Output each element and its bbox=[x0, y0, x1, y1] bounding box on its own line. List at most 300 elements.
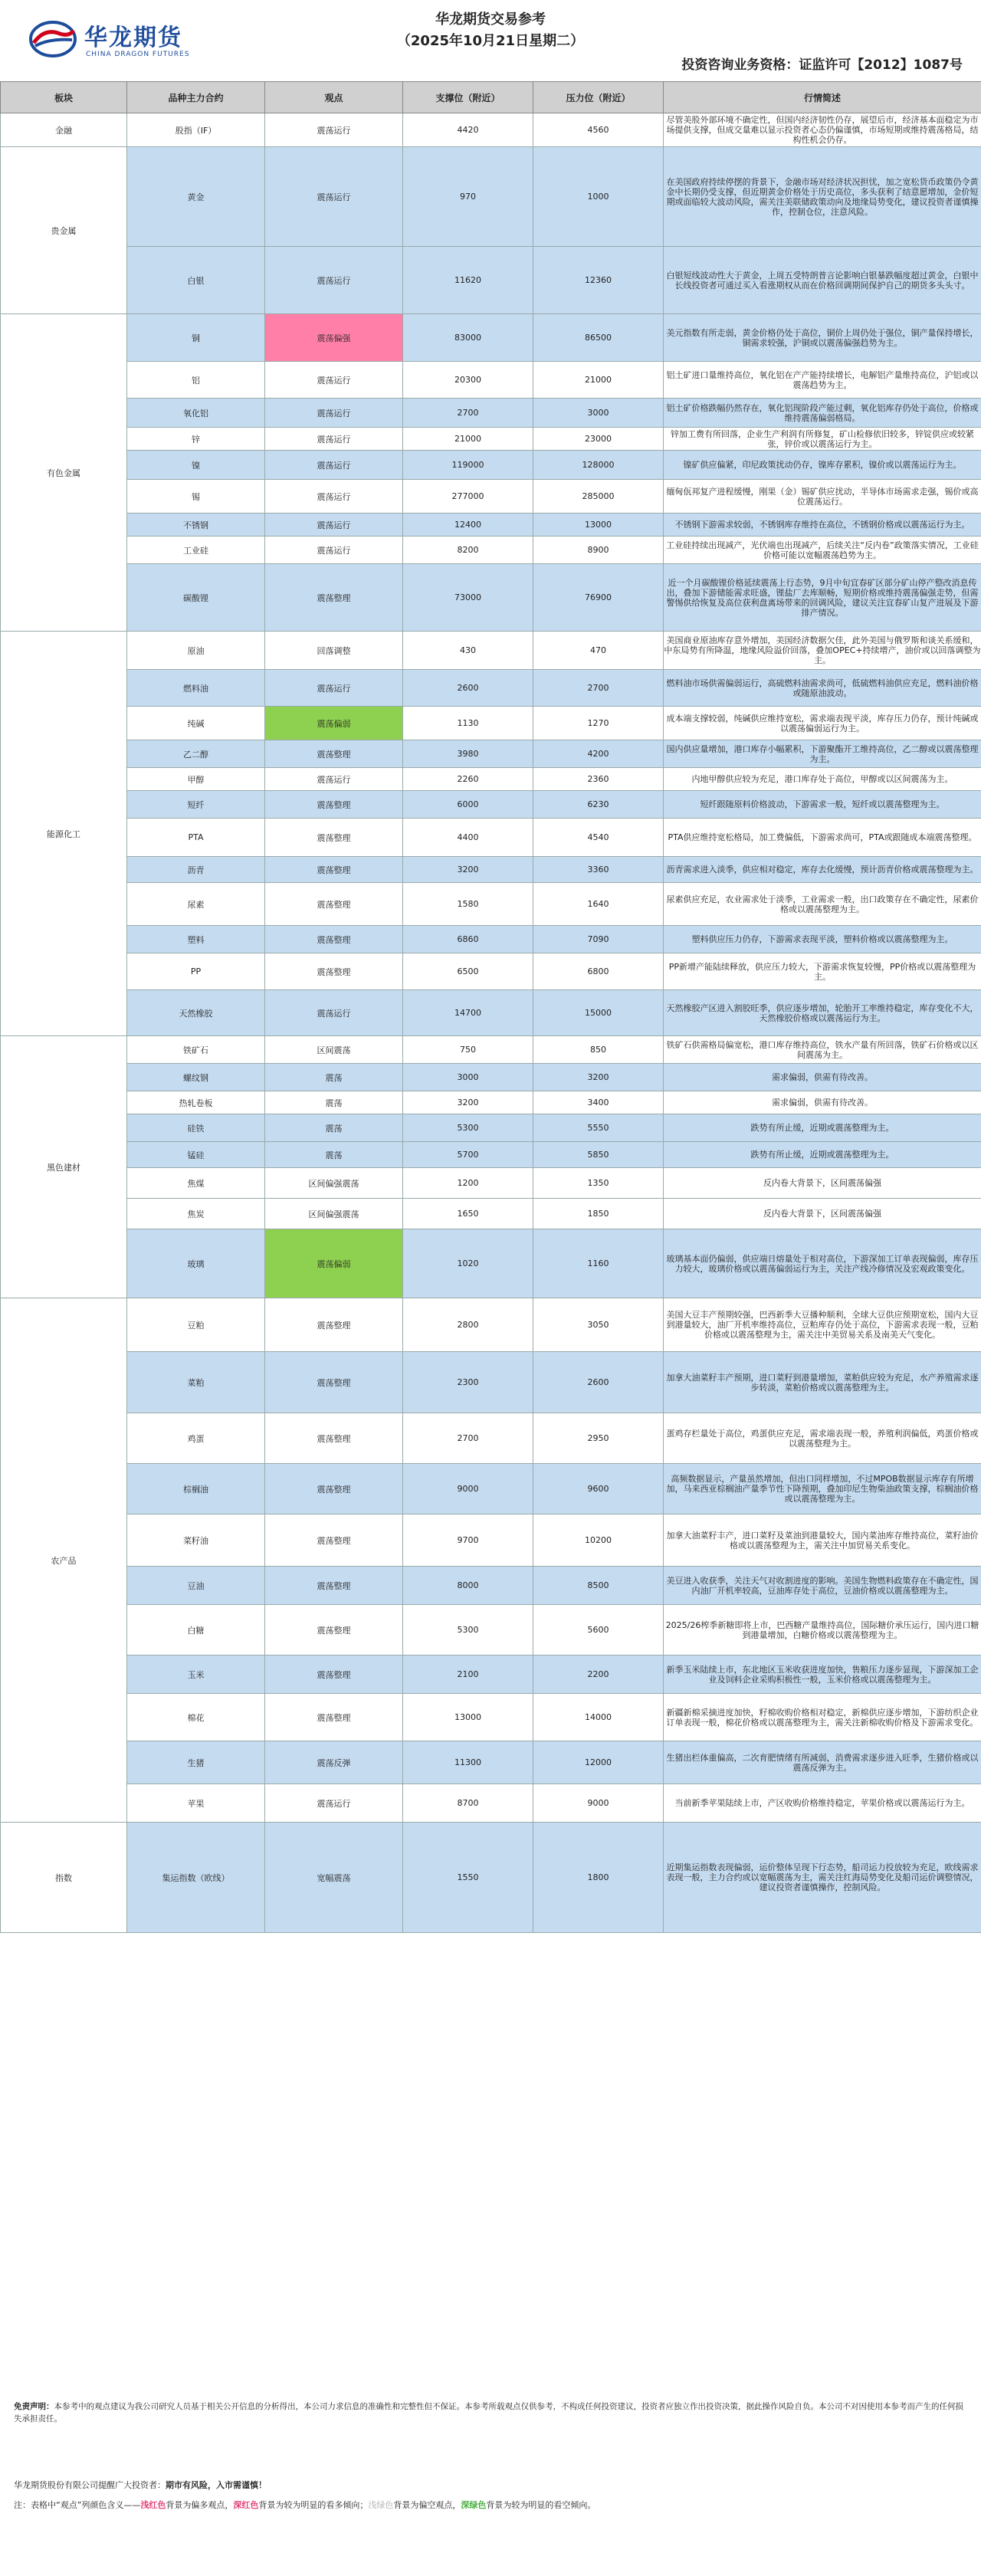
support-cell: 5700 bbox=[403, 1142, 533, 1168]
col-header-product: 品种主力合约 bbox=[127, 82, 265, 113]
support-cell: 73000 bbox=[403, 564, 533, 632]
description-cell: 新季玉米陆续上市，东北地区玉米收获进度加快，售粮压力逐步显现，下游深加工企业及饲料企业采购积极性一般，玉米价格或以震荡整理为主。 bbox=[664, 1656, 981, 1694]
product-cell: 白银 bbox=[127, 247, 265, 314]
support-cell: 21000 bbox=[403, 428, 533, 451]
description-cell: 国内供应量增加，港口库存小幅累积，下游聚酯开工维持高位，乙二醇或以震荡整理为主。 bbox=[664, 740, 981, 768]
table-row bbox=[1, 480, 981, 514]
note-prefix: 注：表格中“观点”列颜色含义—— bbox=[14, 2500, 141, 2510]
description-cell: 生猪出栏体重偏高，二次育肥情绪有所减弱，消费需求逐步进入旺季，生猪价格或以震荡反弹为主。 bbox=[664, 1741, 981, 1784]
product-cell: 塑料 bbox=[127, 926, 265, 953]
product-cell: 集运指数（欧线） bbox=[127, 1823, 265, 1933]
description-cell: 近一个月碳酸锂价格延续震荡上行态势，9月中旬宜春矿区部分矿山停产整改消息传出，叠加下游储能需求旺盛，锂盐厂去库顺畅，短期价格或维持震荡偏强走势，但需警惕供给恢复及高位获利盘离场带来的回调风险，建议关注宜春矿山复产进展及下游排产情况。 bbox=[664, 564, 981, 632]
color-legend-note bbox=[14, 2499, 595, 2511]
pressure-cell: 14000 bbox=[533, 1694, 664, 1741]
product-cell: 原油 bbox=[127, 632, 265, 670]
table-row bbox=[1, 399, 981, 428]
view-cell: 宽幅震荡 bbox=[265, 1823, 403, 1933]
col-header-description: 行情简述 bbox=[664, 82, 981, 113]
view-cell: 震荡整理 bbox=[265, 1567, 403, 1605]
view-cell: 震荡运行 bbox=[265, 113, 403, 147]
view-cell: 区间偏强震荡 bbox=[265, 1199, 403, 1229]
view-cell: 震荡运行 bbox=[265, 514, 403, 537]
description-cell: 近期集运指数表现偏弱，运价整体呈现下行态势，船司运力投放较为充足，欧线需求表现一般，主力合约或以宽幅震荡为主，需关注红海局势变化及船司运价调整情况，建议投资者谨慎操作，控制风险。 bbox=[664, 1823, 981, 1933]
view-cell: 震荡运行 bbox=[265, 537, 403, 564]
description-cell: 铁矿石供需格局偏宽松，港口库存维持高位，铁水产量有所回落，铁矿石价格或以区间震荡为主。 bbox=[664, 1036, 981, 1064]
table-row bbox=[1, 1823, 981, 1933]
pressure-cell: 4200 bbox=[533, 740, 664, 768]
view-cell: 震荡整理 bbox=[265, 1298, 403, 1352]
table-row bbox=[1, 883, 981, 926]
support-cell: 14700 bbox=[403, 990, 533, 1036]
support-cell: 2100 bbox=[403, 1656, 533, 1694]
view-cell: 震荡运行 bbox=[265, 480, 403, 514]
description-cell: 缅甸佤邦复产进程缓慢，刚果（金）锡矿供应扰动，半导体市场需求走强，锡价或高位震荡运行。 bbox=[664, 480, 981, 514]
product-cell: 锌 bbox=[127, 428, 265, 451]
description-cell: 白银短线波动性大于黄金，上周五受特朗普言论影响白银暴跌幅度超过黄金，白银中长线投资者可通过买入看涨期权从而在价格回调期间保护自己的期货多头头寸。 bbox=[664, 247, 981, 314]
pressure-cell: 2200 bbox=[533, 1656, 664, 1694]
sector-cell: 金融 bbox=[1, 113, 127, 147]
pressure-cell: 9000 bbox=[533, 1784, 664, 1823]
support-cell: 2700 bbox=[403, 399, 533, 428]
description-cell: 美国商业原油库存意外增加，美国经济数据欠佳，此外美国与俄罗斯和谈关系缓和，中东局势有所降温，地缘风险溢价回落，叠加OPEC+持续增产，油价或以回落调整为主。 bbox=[664, 632, 981, 670]
note-dark-green: 深绿色 bbox=[461, 2500, 487, 2510]
support-cell: 13000 bbox=[403, 1694, 533, 1741]
view-cell: 震荡整理 bbox=[265, 1694, 403, 1741]
view-cell: 震荡运行 bbox=[265, 990, 403, 1036]
product-cell: 短纤 bbox=[127, 791, 265, 819]
table-row bbox=[1, 113, 981, 147]
table-row bbox=[1, 1464, 981, 1514]
pressure-cell: 1000 bbox=[533, 147, 664, 247]
product-cell: 棉花 bbox=[127, 1694, 265, 1741]
description-cell: 尽管美股外部环境不确定性，但国内经济韧性仍存，展望后市，经济基本面稳定为市场提供支撑，但成交量难以显示投资者心态仍偏谨慎，市场短期或维持震荡格局，结构性机会仍存。 bbox=[664, 113, 981, 147]
pressure-cell: 1800 bbox=[533, 1823, 664, 1933]
product-cell: 沥青 bbox=[127, 857, 265, 883]
product-cell: 白糖 bbox=[127, 1605, 265, 1656]
sector-cell: 贵金属 bbox=[1, 147, 127, 314]
description-cell: 内地甲醇供应较为充足，港口库存处于高位，甲醇或以区间震荡为主。 bbox=[664, 768, 981, 791]
view-cell: 震荡整理 bbox=[265, 953, 403, 990]
pressure-cell: 1640 bbox=[533, 883, 664, 926]
description-cell: 工业硅持续出现减产，光伏端也出现减产，后续关注“反内卷”政策落实情况，工业硅价格可能以宽幅震荡趋势为主。 bbox=[664, 537, 981, 564]
pressure-cell: 23000 bbox=[533, 428, 664, 451]
view-cell: 震荡偏弱 bbox=[265, 707, 403, 740]
description-cell: 燃料油市场供需偏弱运行，高硫燃料油需求尚可，低硫燃料油供应充足，燃料油价格或随原油波动。 bbox=[664, 670, 981, 707]
table-row bbox=[1, 1656, 981, 1694]
table-row bbox=[1, 1605, 981, 1656]
table-row bbox=[1, 926, 981, 953]
view-cell: 震荡整理 bbox=[265, 883, 403, 926]
view-cell: 震荡 bbox=[265, 1091, 403, 1114]
description-cell: 跌势有所止缓，近期或震荡整理为主。 bbox=[664, 1142, 981, 1168]
disclaimer-text: 本参考中的观点建议为我公司研究人员基于相关公开信息的分析得出，本公司力求信息的准确性和完整性但不保证。本参考所载观点仅供参考，不构成任何投资建议，投资者应独立作出投资决策，据此操作风险自负。本公司不对因使用本参考而产生的任何损失承担责任。 bbox=[14, 2402, 963, 2423]
support-cell: 9000 bbox=[403, 1464, 533, 1514]
table-row bbox=[1, 1784, 981, 1823]
product-cell: 乙二醇 bbox=[127, 740, 265, 768]
product-cell: 氧化铝 bbox=[127, 399, 265, 428]
description-cell: 加拿大油菜籽丰产预期，进口菜籽到港量增加，菜粕供应较为充足，水产养殖需求逐步转淡，菜粕价格或以震荡整理为主。 bbox=[664, 1352, 981, 1413]
table-row bbox=[1, 707, 981, 740]
product-cell: 工业硅 bbox=[127, 537, 265, 564]
support-cell: 12400 bbox=[403, 514, 533, 537]
table-row bbox=[1, 1064, 981, 1091]
pressure-cell: 285000 bbox=[533, 480, 664, 514]
pressure-cell: 9600 bbox=[533, 1464, 664, 1514]
risk-warning-bold: 期市有风险，入市需谨慎！ bbox=[166, 2480, 267, 2490]
view-cell: 震荡整理 bbox=[265, 1413, 403, 1464]
support-cell: 8700 bbox=[403, 1784, 533, 1823]
product-cell: 豆油 bbox=[127, 1567, 265, 1605]
description-cell: 高频数据显示，产量虽然增加，但出口同样增加，不过MPOB数据显示库存有所增加，马来西亚棕榈油产量季节性下降预期，叠加印尼生物柴油政策支撑，棕榈油价格或以震荡整理为主。 bbox=[664, 1464, 981, 1514]
pressure-cell: 1350 bbox=[533, 1168, 664, 1199]
pressure-cell: 76900 bbox=[533, 564, 664, 632]
support-cell: 2260 bbox=[403, 768, 533, 791]
pressure-cell: 2360 bbox=[533, 768, 664, 791]
product-cell: 菜粕 bbox=[127, 1352, 265, 1413]
pressure-cell: 7090 bbox=[533, 926, 664, 953]
note-mid1: 背景为偏多观点， bbox=[166, 2500, 234, 2510]
product-cell: 硅铁 bbox=[127, 1114, 265, 1142]
description-cell: 塑料供应压力仍存，下游需求表现平淡，塑料价格或以震荡整理为主。 bbox=[664, 926, 981, 953]
table-row bbox=[1, 362, 981, 399]
table-row bbox=[1, 740, 981, 768]
pressure-cell: 21000 bbox=[533, 362, 664, 399]
view-cell: 震荡整理 bbox=[265, 1352, 403, 1413]
view-cell: 震荡整理 bbox=[265, 1605, 403, 1656]
pressure-cell: 850 bbox=[533, 1036, 664, 1064]
table-row bbox=[1, 1091, 981, 1114]
view-cell: 震荡偏强 bbox=[265, 314, 403, 362]
description-cell: 铝土矿价格跌幅仍然存在，氧化铝现阶段产能过剩，氧化铝库存仍处于高位，价格或维持震荡偏弱格局。 bbox=[664, 399, 981, 428]
sector-cell: 有色金属 bbox=[1, 314, 127, 632]
description-cell: 反内卷大背景下，区间震荡偏强 bbox=[664, 1168, 981, 1199]
support-cell: 4400 bbox=[403, 819, 533, 857]
table-row bbox=[1, 1114, 981, 1142]
product-cell: 菜籽油 bbox=[127, 1514, 265, 1567]
pressure-cell: 8500 bbox=[533, 1567, 664, 1605]
table-row bbox=[1, 1036, 981, 1064]
product-cell: 镍 bbox=[127, 451, 265, 480]
support-cell: 4420 bbox=[403, 113, 533, 147]
product-cell: 豆粕 bbox=[127, 1298, 265, 1352]
table-row bbox=[1, 451, 981, 480]
support-cell: 9700 bbox=[403, 1514, 533, 1567]
table-row bbox=[1, 1199, 981, 1229]
support-cell: 83000 bbox=[403, 314, 533, 362]
view-cell: 震荡整理 bbox=[265, 1464, 403, 1514]
product-cell: 铝 bbox=[127, 362, 265, 399]
view-cell: 震荡反弹 bbox=[265, 1741, 403, 1784]
col-header-pressure: 压力位（附近） bbox=[533, 82, 664, 113]
pressure-cell: 3050 bbox=[533, 1298, 664, 1352]
table-row bbox=[1, 1229, 981, 1298]
pressure-cell: 1850 bbox=[533, 1199, 664, 1229]
support-cell: 1020 bbox=[403, 1229, 533, 1298]
pressure-cell: 6800 bbox=[533, 953, 664, 990]
view-cell: 区间偏强震荡 bbox=[265, 1168, 403, 1199]
pressure-cell: 3360 bbox=[533, 857, 664, 883]
disclaimer-label: 免责声明： bbox=[14, 2402, 54, 2411]
view-cell: 震荡 bbox=[265, 1114, 403, 1142]
support-cell: 5300 bbox=[403, 1114, 533, 1142]
description-cell: 加拿大油菜籽丰产，进口菜籽及菜油到港量较大，国内菜油库存维持高位，菜籽油价格或以震荡整理为主，需关注中加贸易关系变化。 bbox=[664, 1514, 981, 1567]
sector-cell: 黑色建材 bbox=[1, 1036, 127, 1298]
description-cell: 锌加工费有所回落，企业生产利润有所修复，矿山检修依旧较多，锌锭供应或较紧张，锌价或以震荡运行为主。 bbox=[664, 428, 981, 451]
description-cell: PTA供应维持宽松格局，加工费偏低，下游需求尚可，PTA或跟随成本端震荡整理。 bbox=[664, 819, 981, 857]
description-cell: PP新增产能陆续释放，供应压力较大，下游需求恢复较慢，PP价格或以震荡整理为主。 bbox=[664, 953, 981, 990]
description-cell: 不锈钢下游需求较弱，不锈钢库存维持在高位，不锈钢价格或以震荡运行为主。 bbox=[664, 514, 981, 537]
table-row bbox=[1, 247, 981, 314]
support-cell: 1550 bbox=[403, 1823, 533, 1933]
pressure-cell: 1270 bbox=[533, 707, 664, 740]
note-light-green: 浅绿色 bbox=[368, 2500, 394, 2510]
description-cell: 需求偏弱，供需有待改善。 bbox=[664, 1091, 981, 1114]
support-cell: 430 bbox=[403, 632, 533, 670]
table-row bbox=[1, 1142, 981, 1168]
license-text: 投资咨询业务资格：证监许可【2012】1087号 bbox=[681, 57, 963, 73]
pressure-cell: 5850 bbox=[533, 1142, 664, 1168]
pressure-cell: 2950 bbox=[533, 1413, 664, 1464]
view-cell: 震荡整理 bbox=[265, 857, 403, 883]
support-cell: 1580 bbox=[403, 883, 533, 926]
support-cell: 5300 bbox=[403, 1605, 533, 1656]
support-cell: 2600 bbox=[403, 670, 533, 707]
support-cell: 20300 bbox=[403, 362, 533, 399]
pressure-cell: 15000 bbox=[533, 990, 664, 1036]
table-row bbox=[1, 857, 981, 883]
pressure-cell: 86500 bbox=[533, 314, 664, 362]
table-row bbox=[1, 670, 981, 707]
product-cell: 甲醇 bbox=[127, 768, 265, 791]
view-cell: 震荡整理 bbox=[265, 819, 403, 857]
table-row bbox=[1, 1352, 981, 1413]
view-cell: 震荡运行 bbox=[265, 451, 403, 480]
product-cell: 螺纹钢 bbox=[127, 1064, 265, 1091]
note-end: 背景为较为明显的看空倾向。 bbox=[486, 2500, 596, 2510]
table-row bbox=[1, 314, 981, 362]
view-cell: 震荡运行 bbox=[265, 768, 403, 791]
view-cell: 震荡整理 bbox=[265, 1514, 403, 1567]
table-row bbox=[1, 1413, 981, 1464]
description-cell: 尿素供应充足，农业需求处于淡季，工业需求一般，出口政策存在不确定性，尿素价格或以震荡整理为主。 bbox=[664, 883, 981, 926]
support-cell: 3980 bbox=[403, 740, 533, 768]
product-cell: 燃料油 bbox=[127, 670, 265, 707]
support-cell: 1200 bbox=[403, 1168, 533, 1199]
view-cell: 震荡运行 bbox=[265, 147, 403, 247]
support-cell: 1130 bbox=[403, 707, 533, 740]
pressure-cell: 5550 bbox=[533, 1114, 664, 1142]
risk-warning-prefix: 华龙期货股份有限公司提醒广大投资者： bbox=[14, 2480, 166, 2490]
pressure-cell: 12000 bbox=[533, 1741, 664, 1784]
table-row bbox=[1, 990, 981, 1036]
title-date: （2025年10月21日星期二） bbox=[396, 33, 585, 49]
support-cell: 6860 bbox=[403, 926, 533, 953]
note-mid3: 背景为偏空观点， bbox=[393, 2500, 461, 2510]
view-cell: 震荡偏弱 bbox=[265, 1229, 403, 1298]
table-row bbox=[1, 428, 981, 451]
product-cell: 铜 bbox=[127, 314, 265, 362]
product-cell: 铁矿石 bbox=[127, 1036, 265, 1064]
support-cell: 119000 bbox=[403, 451, 533, 480]
product-cell: 天然橡胶 bbox=[127, 990, 265, 1036]
sector-cell: 指数 bbox=[1, 1823, 127, 1933]
description-cell: 美豆进入收获季，关注天气对收割进度的影响。美国生物燃料政策存在不确定性，国内油厂开机率较高，豆油库存处于高位，豆油价格或以震荡整理为主。 bbox=[664, 1567, 981, 1605]
view-cell: 震荡 bbox=[265, 1064, 403, 1091]
product-cell: 棕榈油 bbox=[127, 1464, 265, 1514]
view-cell: 回落调整 bbox=[265, 632, 403, 670]
product-cell: 焦煤 bbox=[127, 1168, 265, 1199]
support-cell: 3000 bbox=[403, 1064, 533, 1091]
table-body bbox=[1, 113, 981, 1933]
product-cell: 纯碱 bbox=[127, 707, 265, 740]
pressure-cell: 4560 bbox=[533, 113, 664, 147]
logo-text-cn: 华龙期货 bbox=[84, 25, 182, 51]
col-header-view: 观点 bbox=[265, 82, 403, 113]
table-header-row bbox=[1, 82, 981, 113]
pressure-cell: 470 bbox=[533, 632, 664, 670]
view-cell: 震荡整理 bbox=[265, 740, 403, 768]
table-row bbox=[1, 819, 981, 857]
view-cell: 震荡整理 bbox=[265, 564, 403, 632]
view-cell: 震荡运行 bbox=[265, 247, 403, 314]
table-row bbox=[1, 564, 981, 632]
description-cell: 美元指数有所走弱，黄金价格仍处于高位，铜价上周仍处于强位，铜产量保持增长，铜需求较强，沪铜或以震荡偏强趋势为主。 bbox=[664, 314, 981, 362]
view-cell: 震荡整理 bbox=[265, 926, 403, 953]
view-cell: 震荡 bbox=[265, 1142, 403, 1168]
table-row bbox=[1, 953, 981, 990]
support-cell: 2700 bbox=[403, 1413, 533, 1464]
table-row bbox=[1, 1514, 981, 1567]
view-cell: 震荡整理 bbox=[265, 1656, 403, 1694]
header bbox=[0, 0, 981, 82]
support-cell: 2800 bbox=[403, 1298, 533, 1352]
col-header-support: 支撑位（附近） bbox=[403, 82, 533, 113]
product-cell: 热轧卷板 bbox=[127, 1091, 265, 1114]
description-cell: 当前新季苹果陆续上市，产区收购价格维持稳定，苹果价格或以震荡运行为主。 bbox=[664, 1784, 981, 1823]
description-cell: 成本端支撑较弱，纯碱供应维持宽松，需求端表现平淡，库存压力仍存，预计纯碱或以震荡偏弱运行为主。 bbox=[664, 707, 981, 740]
logo-text-en: CHINA DRAGON FUTURES bbox=[86, 51, 190, 58]
table-row bbox=[1, 1741, 981, 1784]
sector-cell: 能源化工 bbox=[1, 632, 127, 1036]
description-cell: 美国大豆丰产预期较强，巴西新季大豆播种顺利，全球大豆供应预期宽松，国内大豆到港量较大，油厂开机率维持高位，豆粕库存仍处于高位，下游需求表现一般，豆粕价格或以震荡整理为主，需关注中美贸易关系及南美天气变化。 bbox=[664, 1298, 981, 1352]
table-row bbox=[1, 1168, 981, 1199]
product-cell: 玉米 bbox=[127, 1656, 265, 1694]
support-cell: 750 bbox=[403, 1036, 533, 1064]
pressure-cell: 128000 bbox=[533, 451, 664, 480]
description-cell: 跌势有所止缓，近期或震荡整理为主。 bbox=[664, 1114, 981, 1142]
pressure-cell: 8900 bbox=[533, 537, 664, 564]
pressure-cell: 13000 bbox=[533, 514, 664, 537]
view-cell: 震荡运行 bbox=[265, 362, 403, 399]
support-cell: 277000 bbox=[403, 480, 533, 514]
product-cell: 焦炭 bbox=[127, 1199, 265, 1229]
product-cell: 锰硅 bbox=[127, 1142, 265, 1168]
table-row bbox=[1, 537, 981, 564]
description-cell: 镍矿供应偏紧，印尼政策扰动仍存，镍库存累积，镍价或以震荡运行为主。 bbox=[664, 451, 981, 480]
description-cell: 2025/26榨季新糖即将上市，巴西糖产量维持高位，国际糖价承压运行，国内进口糖到港量增加，白糖价格或以震荡整理为主。 bbox=[664, 1605, 981, 1656]
pressure-cell: 2700 bbox=[533, 670, 664, 707]
description-cell: 沥青需求进入淡季，供应相对稳定，库存去化缓慢，预计沥青价格或震荡整理为主。 bbox=[664, 857, 981, 883]
description-cell: 短纤跟随原料价格波动，下游需求一般，短纤或以震荡整理为主。 bbox=[664, 791, 981, 819]
disclaimer bbox=[14, 2400, 967, 2425]
table-row bbox=[1, 514, 981, 537]
description-cell: 蛋鸡存栏量处于高位，鸡蛋供应充足，需求端表现一般，养殖利润偏低，鸡蛋价格或以震荡整理为主。 bbox=[664, 1413, 981, 1464]
support-cell: 8000 bbox=[403, 1567, 533, 1605]
support-cell: 3200 bbox=[403, 857, 533, 883]
product-cell: 黄金 bbox=[127, 147, 265, 247]
support-cell: 3200 bbox=[403, 1091, 533, 1114]
pressure-cell: 10200 bbox=[533, 1514, 664, 1567]
product-cell: PTA bbox=[127, 819, 265, 857]
product-cell: 尿素 bbox=[127, 883, 265, 926]
risk-warning bbox=[14, 2479, 267, 2491]
description-cell: 铝土矿进口量维持高位，氧化铝在产产能持续增长，电解铝产量维持高位，沪铝或以震荡趋势为主。 bbox=[664, 362, 981, 399]
pressure-cell: 3200 bbox=[533, 1064, 664, 1091]
support-cell: 2300 bbox=[403, 1352, 533, 1413]
support-cell: 8200 bbox=[403, 537, 533, 564]
pressure-cell: 1160 bbox=[533, 1229, 664, 1298]
product-cell: 苹果 bbox=[127, 1784, 265, 1823]
footer bbox=[0, 2394, 981, 2576]
support-cell: 6000 bbox=[403, 791, 533, 819]
pressure-cell: 4540 bbox=[533, 819, 664, 857]
pressure-cell: 3400 bbox=[533, 1091, 664, 1114]
description-cell: 天然橡胶产区进入割胶旺季，供应逐步增加，轮胎开工率维持稳定，库存变化不大，天然橡胶价格或以震荡运行为主。 bbox=[664, 990, 981, 1036]
col-header-sector: 板块 bbox=[1, 82, 127, 113]
description-cell: 反内卷大背景下，区间震荡偏强 bbox=[664, 1199, 981, 1229]
product-cell: 锡 bbox=[127, 480, 265, 514]
table-row bbox=[1, 1298, 981, 1352]
description-cell: 在美国政府持续停摆的背景下，金融市场对经济状况担忧，加之宽松货币政策仍令黄金中长期仍受支撑，但近期黄金价格处于历史高位，多头获利了结意愿增加，金价短期或面临较大波动风险，需关注美联储政策动向及地缘局势变化，建议投资者谨慎操作，控制仓位，注意风险。 bbox=[664, 147, 981, 247]
view-cell: 震荡整理 bbox=[265, 791, 403, 819]
pressure-cell: 3000 bbox=[533, 399, 664, 428]
view-cell: 区间震荡 bbox=[265, 1036, 403, 1064]
product-cell: 股指（IF） bbox=[127, 113, 265, 147]
description-cell: 玻璃基本面仍偏弱，供应端日熔量处于相对高位，下游深加工订单表现偏弱，库存压力较大，玻璃价格或以震荡偏弱运行为主，关注产线冷修情况及宏观政策变化。 bbox=[664, 1229, 981, 1298]
product-cell: 碳酸锂 bbox=[127, 564, 265, 632]
description-cell: 新疆新棉采摘进度加快，籽棉收购价格相对稳定，新棉供应逐步增加，下游纺织企业订单表现一般，棉花价格或以震荡整理为主，需关注新棉收购价格及下游需求变化。 bbox=[664, 1694, 981, 1741]
product-cell: 不锈钢 bbox=[127, 514, 265, 537]
report-title bbox=[0, 9, 981, 52]
product-cell: PP bbox=[127, 953, 265, 990]
pressure-cell: 12360 bbox=[533, 247, 664, 314]
support-cell: 1650 bbox=[403, 1199, 533, 1229]
support-cell: 11620 bbox=[403, 247, 533, 314]
view-cell: 震荡运行 bbox=[265, 1784, 403, 1823]
product-cell: 鸡蛋 bbox=[127, 1413, 265, 1464]
note-mid2: 背景为较为明显的看多倾向； bbox=[258, 2500, 369, 2510]
view-cell: 震荡运行 bbox=[265, 399, 403, 428]
support-cell: 6500 bbox=[403, 953, 533, 990]
table-row bbox=[1, 791, 981, 819]
table-row bbox=[1, 632, 981, 670]
table-row bbox=[1, 1567, 981, 1605]
product-cell: 生猪 bbox=[127, 1741, 265, 1784]
pressure-cell: 6230 bbox=[533, 791, 664, 819]
view-cell: 震荡运行 bbox=[265, 670, 403, 707]
note-dark-red: 深红色 bbox=[233, 2500, 259, 2510]
pressure-cell: 5600 bbox=[533, 1605, 664, 1656]
sector-cell: 农产品 bbox=[1, 1298, 127, 1823]
support-cell: 970 bbox=[403, 147, 533, 247]
note-light-red: 浅红色 bbox=[140, 2500, 166, 2510]
product-cell: 玻璃 bbox=[127, 1229, 265, 1298]
view-cell: 震荡运行 bbox=[265, 428, 403, 451]
description-cell: 需求偏弱，供需有待改善。 bbox=[664, 1064, 981, 1091]
trading-reference-table bbox=[0, 81, 981, 1933]
table-row bbox=[1, 768, 981, 791]
table-row bbox=[1, 1694, 981, 1741]
